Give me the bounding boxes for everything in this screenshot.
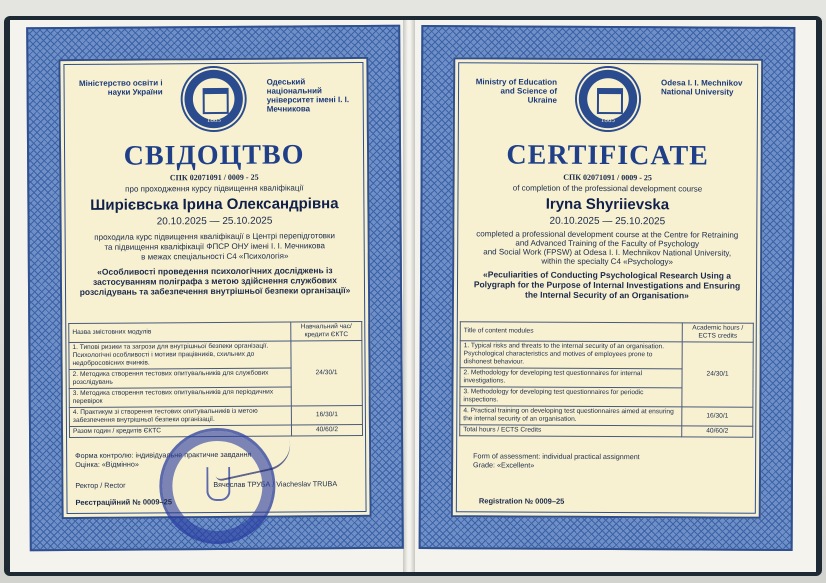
certificate-title: CERTIFICATE xyxy=(506,139,709,172)
modules-header: Title of content modules xyxy=(460,322,682,342)
table-row xyxy=(69,340,362,369)
total-label: Разом годин / кредитів ЄКТС xyxy=(69,425,291,438)
body-line-3: and Social Work (FPSW) at Odesa I. I. Mechnikov National University, xyxy=(483,247,732,258)
hours-cell: 16/30/1 xyxy=(291,405,362,424)
total-label: Total hours / ECTS Credits xyxy=(460,425,682,437)
modules-table xyxy=(68,321,363,438)
module-cell: 1. Typical risks and threats to the internal security of an organisation. Psychological characteristics and motives of employees prone to dishonest behaviour. xyxy=(460,341,682,369)
intro-text: of completion of the professional development course xyxy=(512,183,703,194)
hours-cell: 24/30/1 xyxy=(682,342,753,407)
module-cell: 1. Типові ризики та загрози для внутрішньої безпеки організації. Психологічні особливості і мотиви працівників, схильних до недобросовісних вчинків. xyxy=(69,341,291,370)
assessment-form: Form of assessment: individual practical assignment xyxy=(473,451,640,462)
rector-name: Вячеслав ТРУБА / Viacheslav TRUBA xyxy=(213,479,338,490)
ministry-label: Ministry of Education and Science of Ukraine xyxy=(475,77,558,105)
module-cell: 3. Методика створення тестових опитувальників для періодичних перевірок xyxy=(69,387,291,408)
module-cell: 3. Methodology for developing test questionnaires for periodic inspections. xyxy=(460,387,682,407)
modules-table xyxy=(459,321,754,438)
registration-number: Реєстраційний № 0009–25 xyxy=(75,497,173,507)
assessment-grade: Оцінка: «Відмінно» xyxy=(75,459,139,469)
hours-header: Навчальний час/ кредити ЄКТС xyxy=(291,321,362,340)
body-line-1: проходила курс підвищення кваліфікації в Центрі перепідготовки xyxy=(94,231,336,242)
hours-header: Academic hours / ECTS credits xyxy=(682,323,753,342)
certificate-page-english xyxy=(419,25,796,551)
certificate-inner-frame xyxy=(451,57,763,519)
certificate-page-ukrainian xyxy=(26,25,404,552)
body-line-1: completed a professional development course at the Centre for Retraining xyxy=(476,229,739,240)
intro-text: про проходження курсу підвищення кваліфікації xyxy=(125,183,304,194)
table-row xyxy=(460,406,753,427)
body-line-3: в межах спеціальності C4 «Психологія» xyxy=(141,251,289,262)
registration-number: Registration № 0009–25 xyxy=(478,496,565,506)
building-icon xyxy=(203,88,229,114)
modules-header: Назва змістовних модулів xyxy=(69,322,291,343)
course-dates: 20.10.2025 — 25.10.2025 xyxy=(549,215,666,228)
building-icon xyxy=(597,88,623,114)
ministry-label: Міністерство освіти і науки України xyxy=(78,78,163,97)
body-line-4: within the specialty C4 «Psychology» xyxy=(541,256,673,267)
total-value: 40/60/2 xyxy=(291,424,362,435)
module-cell: 2. Methodology for developing test questionnaires for internal investigations. xyxy=(460,368,682,388)
hours-cell: 16/30/1 xyxy=(682,407,753,426)
module-cell: 4. Practical training on developing test questionnaires aimed at ensuring the internal security of an organisation. xyxy=(460,406,682,426)
assessment-grade: Grade: «Excellent» xyxy=(473,460,535,470)
university-seal-icon xyxy=(575,66,641,132)
module-cell: 2. Методика створення тестових опитувальників для службових розслідувань xyxy=(69,368,291,389)
certificate-number: СПК 02071091 / 0009 - 25 xyxy=(563,172,652,183)
hours-cell: 24/30/1 xyxy=(291,340,362,405)
course-dates: 20.10.2025 — 25.10.2025 xyxy=(156,215,273,228)
university-label: Odesa I. I. Mechnikov National University xyxy=(661,78,743,97)
seal-year: 1865 xyxy=(206,115,221,125)
certificate-number: СПК 02071091 / 0009 - 25 xyxy=(169,172,259,183)
course-title: «Особливості проведення психологічних досліджень із застосуванням поліграфа з метою здійснення службових розслідувань та забезпечення внутрішньої безпеки організації» xyxy=(79,265,351,297)
assessment-form: Форма контролю: індивідуальне практичне завдання xyxy=(75,449,252,460)
recipient-name: Ширієвська Ірина Олександрівна xyxy=(90,195,339,214)
table-header xyxy=(69,321,362,342)
rector-label: Ректор / Rector xyxy=(75,480,126,490)
table-total-row xyxy=(460,425,753,438)
official-stamp-icon xyxy=(159,428,276,545)
table-header xyxy=(460,322,753,343)
course-title: «Peculiarities of Conducting Psychological Research Using a Polygraph for the Purpose of Internal Investigations and Ensuring the Internal Security of an Organisation» xyxy=(473,269,741,301)
recipient-name: Iryna Shyriievska xyxy=(545,195,670,214)
university-label: Одеський національний університет імені І. І. Мечникова xyxy=(266,77,350,114)
module-cell: 4. Практикум зі створення тестових опитувальників із метою забезпечення внутрішньої безпеки організації. xyxy=(69,406,291,427)
body-line-2: and Advanced Training of the Faculty of Psychology xyxy=(515,238,700,249)
body-line-2: та підвищення кваліфікації ФПСР ОНУ імені І. І. Мечникова xyxy=(104,241,325,252)
certificate-inner-frame xyxy=(58,57,371,519)
certificate-title: СВІДОЦТВО xyxy=(123,139,305,172)
university-seal-icon xyxy=(180,66,246,132)
total-value: 40/60/2 xyxy=(682,426,753,437)
seal-year: 1865 xyxy=(600,115,615,125)
table-row xyxy=(460,341,753,370)
table-row xyxy=(69,405,362,426)
book-spine xyxy=(403,20,415,572)
